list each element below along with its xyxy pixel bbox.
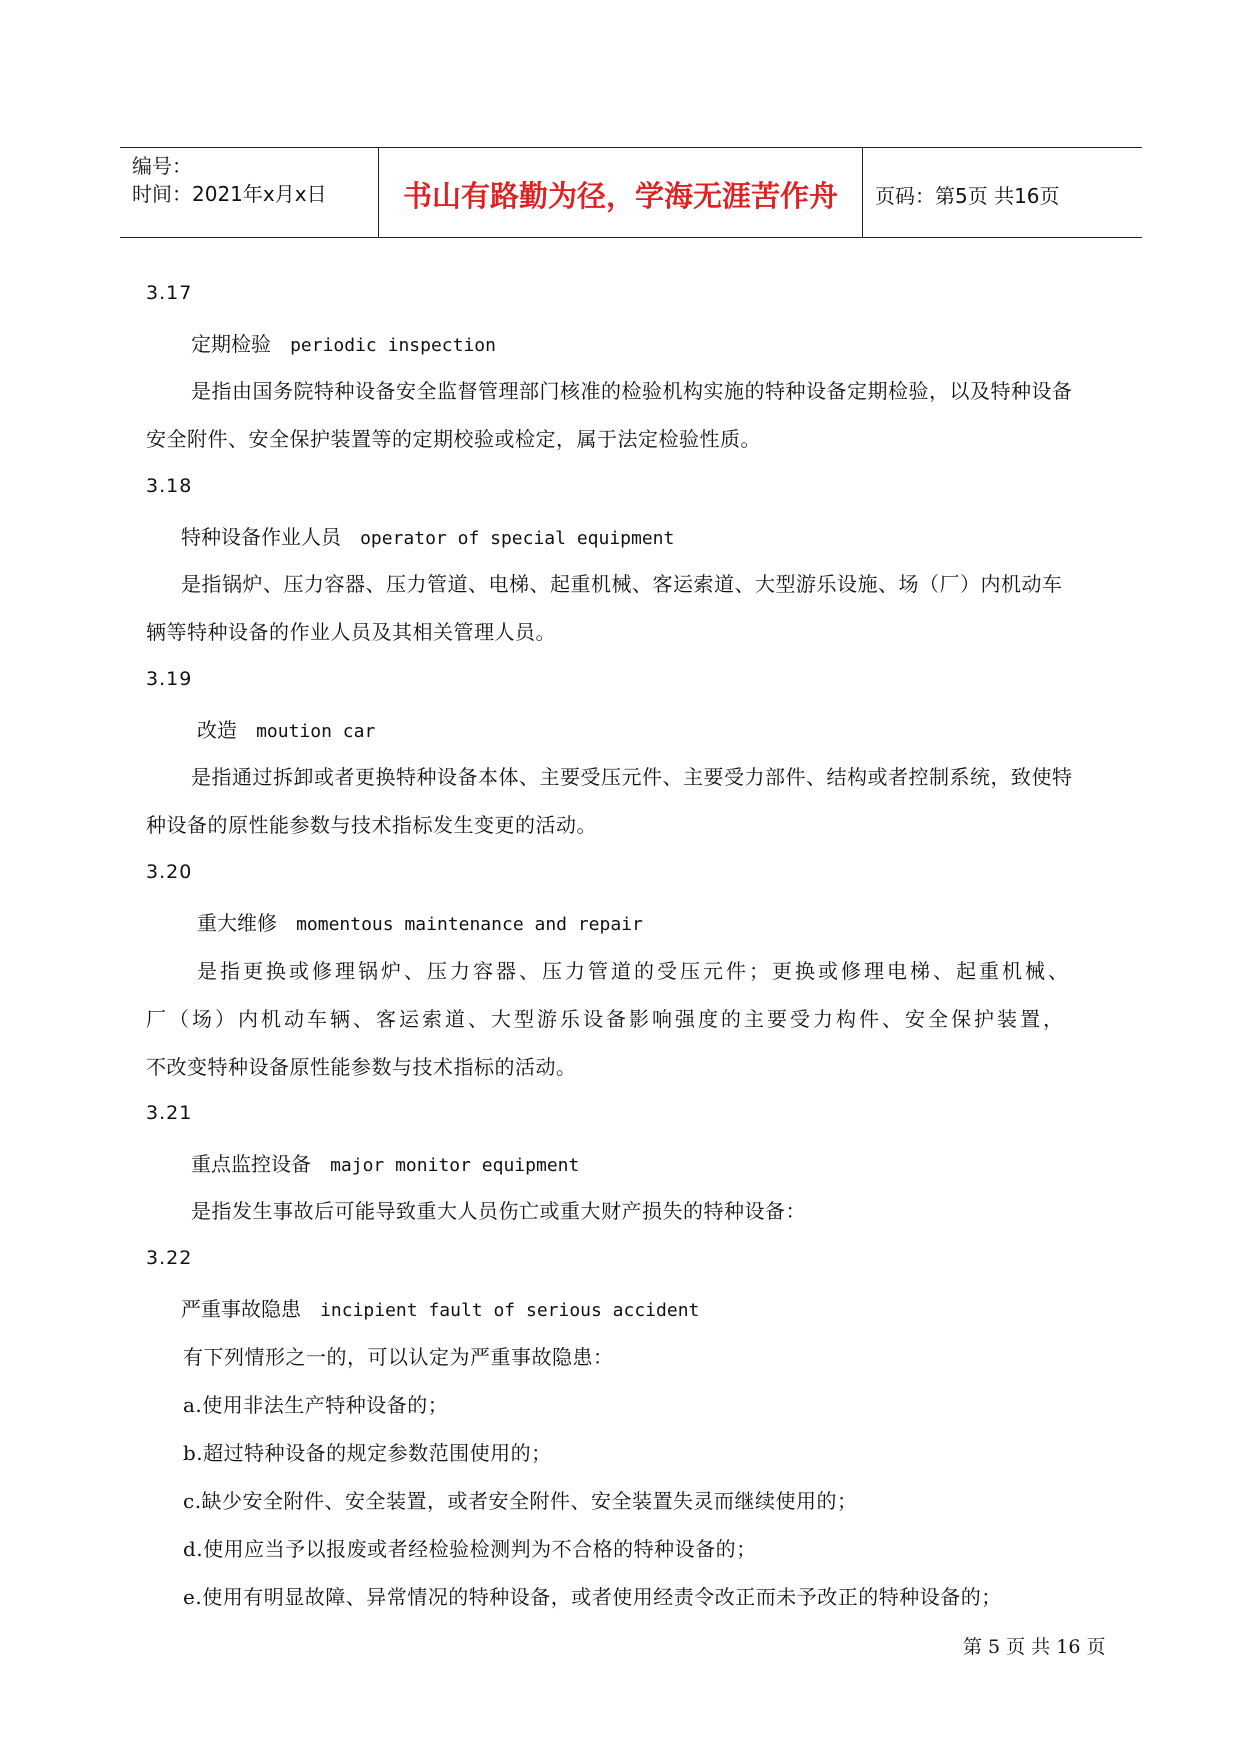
term-cn: 定期检验 bbox=[191, 332, 271, 356]
list-item: c.缺少安全附件、安全装置，或者安全附件、安全装置失灵而继续使用的； bbox=[183, 1489, 858, 1513]
section-number: 3.17 bbox=[146, 282, 193, 304]
motto-text: 书山有路勤为径，学海无涯苦作舟 bbox=[402, 179, 838, 213]
term-en: momentous maintenance and repair bbox=[296, 914, 643, 935]
term-cn: 重大维修 bbox=[197, 911, 277, 935]
paragraph-line: 辆等特种设备的作业人员及其相关管理人员。 bbox=[146, 620, 556, 644]
section-term bbox=[181, 1293, 699, 1322]
time-label: 时间：2021年x月x日 bbox=[132, 182, 327, 206]
list-item: e.使用有明显故障、异常情况的特种设备，或者使用经责令改正而未予改正的特种设备的； bbox=[183, 1585, 1002, 1609]
paragraph-line: 有下列情形之一的，可以认定为严重事故隐患： bbox=[183, 1345, 614, 1369]
section-number: 3.19 bbox=[146, 668, 193, 690]
page-header bbox=[120, 147, 1142, 238]
section-term bbox=[197, 907, 643, 936]
list-item: a.使用非法生产特种设备的； bbox=[183, 1393, 449, 1417]
term-cn: 特种设备作业人员 bbox=[181, 525, 341, 549]
page-info: 页码：第5页 共16页 bbox=[875, 184, 1060, 208]
section-number: 3.22 bbox=[146, 1247, 193, 1269]
term-cn: 重点监控设备 bbox=[191, 1152, 311, 1176]
term-cn: 严重事故隐患 bbox=[181, 1297, 301, 1321]
list-item: d.使用应当予以报废或者经检验检测判为不合格的特种设备的； bbox=[183, 1537, 757, 1561]
section-term bbox=[191, 1148, 579, 1177]
header-right-cell bbox=[863, 148, 1142, 237]
term-cn: 改造 bbox=[197, 718, 237, 742]
section-term bbox=[181, 521, 674, 550]
paragraph-line: 是指通过拆卸或者更换特种设备本体、主要受压元件、主要受力部件、结构或者控制系统，致使特 bbox=[191, 765, 1073, 789]
section-number: 3.21 bbox=[146, 1102, 193, 1124]
term-en: operator of special equipment bbox=[360, 528, 675, 549]
paragraph-line: 厂（场）内机动车辆、客运索道、大型游乐设备影响强度的主要受力构件、安全保护装置， bbox=[146, 1007, 1066, 1031]
section-term bbox=[191, 328, 496, 357]
number-label: 编号： bbox=[132, 154, 192, 178]
term-en: incipient fault of serious accident bbox=[320, 1300, 700, 1321]
list-item: b.超过特种设备的规定参数范围使用的； bbox=[183, 1441, 552, 1465]
paragraph-line: 是指由国务院特种设备安全监督管理部门核准的检验机构实施的特种设备定期检验，以及特种设备 bbox=[191, 379, 1073, 403]
section-term bbox=[197, 714, 375, 743]
section-number: 3.20 bbox=[146, 861, 193, 883]
term-en: major monitor equipment bbox=[330, 1155, 580, 1176]
paragraph-line: 是指锅炉、压力容器、压力管道、电梯、起重机械、客运索道、大型游乐设施、场（厂）内机动车 bbox=[181, 572, 1063, 596]
header-left-cell bbox=[120, 148, 379, 237]
page-footer: 第 5 页 共 16 页 bbox=[963, 1636, 1106, 1658]
paragraph-line: 不改变特种设备原性能参数与技术指标的活动。 bbox=[146, 1055, 577, 1079]
term-en: moution car bbox=[256, 721, 376, 742]
paragraph-line: 种设备的原性能参数与技术指标发生变更的活动。 bbox=[146, 813, 597, 837]
term-en: periodic inspection bbox=[290, 335, 496, 356]
paragraph-line: 是指更换或修理锅炉、压力容器、压力管道的受压元件；更换或修理电梯、起重机械、 bbox=[197, 959, 1071, 983]
section-number: 3.18 bbox=[146, 475, 193, 497]
paragraph-line: 安全附件、安全保护装置等的定期校验或检定，属于法定检验性质。 bbox=[146, 427, 761, 451]
header-motto-cell bbox=[379, 148, 863, 237]
paragraph-line: 是指发生事故后可能导致重大人员伤亡或重大财产损失的特种设备： bbox=[191, 1199, 806, 1223]
